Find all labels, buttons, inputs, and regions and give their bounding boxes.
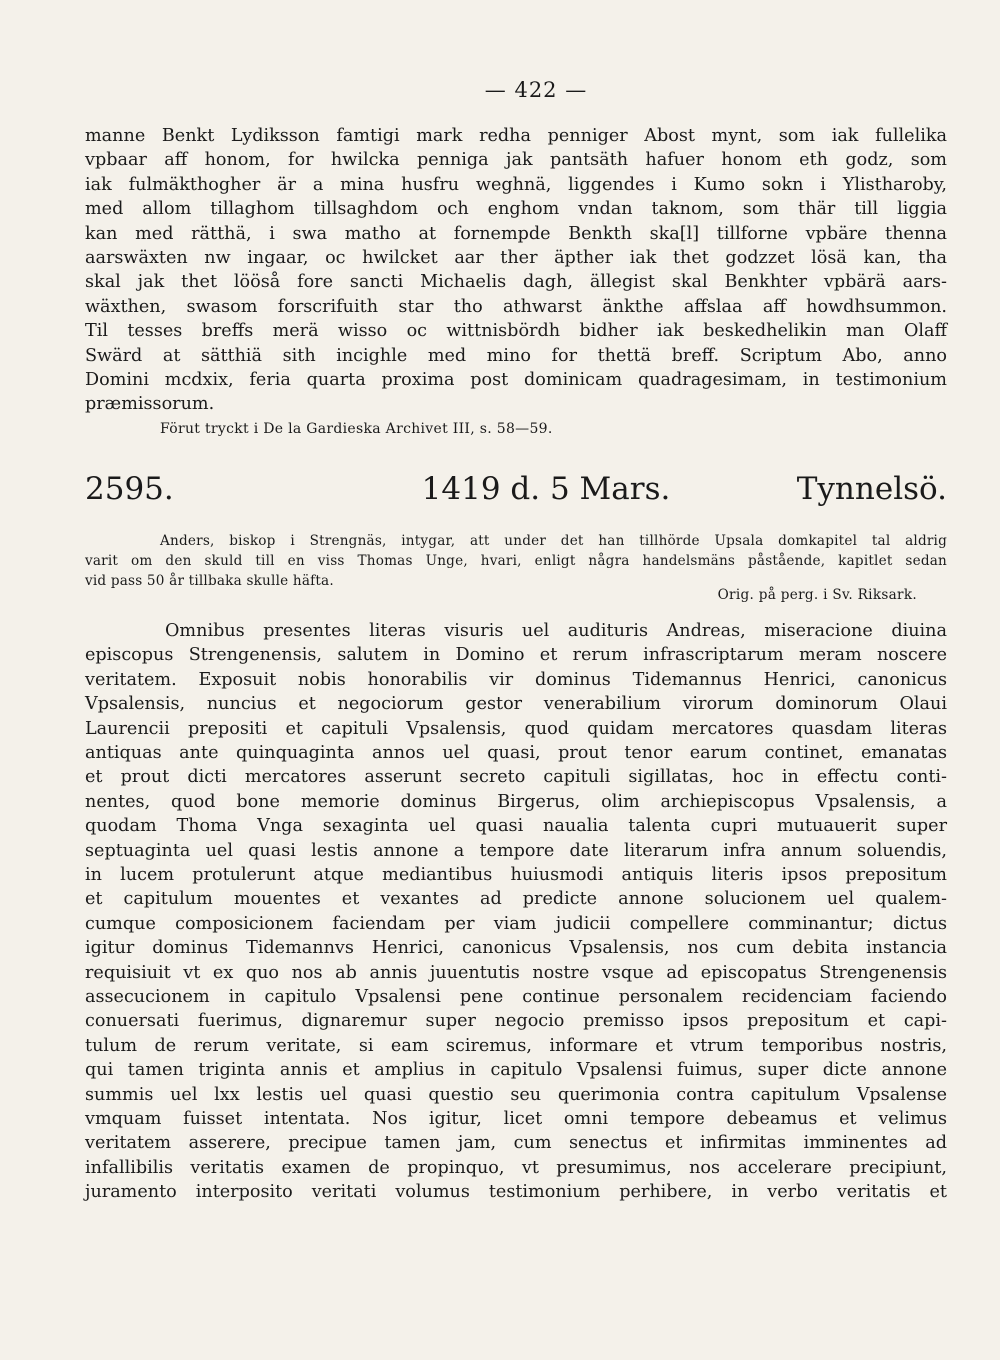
entry-summary bbox=[85, 531, 947, 591]
text-line: Omnibus presentes literas visuris uel audituris Andreas, miseracione diuina bbox=[165, 620, 947, 641]
text-line: præmissorum. bbox=[85, 394, 215, 415]
source-note: Förut tryckt i De la Gardieska Archivet III, s. 58—59. bbox=[160, 420, 553, 437]
text-line: igitur dominus Tidemannvs Henrici, canonicus Vpsalensis, nos cum debita instancia bbox=[85, 938, 947, 959]
latin-text bbox=[85, 619, 947, 1205]
text-line: infallibilis veritatis examen de propinquo, vt presumimus, nos accelerare precipiunt, bbox=[85, 1157, 947, 1178]
entry-date: 1419 d. 5 Mars. bbox=[421, 470, 671, 507]
text-line: aarswäxten nw ingaar, oc hwilcket aar ther äpther iak thet godzzet lösä kan, tha bbox=[85, 248, 947, 269]
text-line: Vpsalensis, nuncius et negociorum gestor venerabilium virorum dominorum Olaui bbox=[85, 694, 947, 715]
text-line: et prout dicti mercatores asserunt secreto capituli sigillatas, hoc in effectu conti- bbox=[85, 767, 947, 788]
text-line: antiquas ante quinquaginta annos uel quasi, prout tenor earum continet, emanatas bbox=[85, 742, 947, 763]
text-line: conuersati fuerimus, dignaremur super negocio premisso ipsos prepositum et capi- bbox=[85, 1011, 947, 1032]
text-line: wäxthen, swasom forscrifuith star tho athwarst änkthe affslaa aff howdhsummon. bbox=[85, 296, 947, 317]
text-line: requisiuit vt ex quo nos ab annis juuentutis nostre vsque ad episcopatus Strengenensis bbox=[85, 962, 947, 983]
text-line: in lucem protulerunt atque mediantibus huiusmodi antiquis literis ipsos prepositum bbox=[85, 864, 947, 885]
text-line: summis uel lxx lestis uel quasi questio seu querimonia contra capitulum Vpsalense bbox=[85, 1084, 947, 1105]
text-line: tulum de rerum veritate, si eam sciremus, informare et vtrum temporibus nostris, bbox=[85, 1035, 947, 1056]
text-line: manne Benkt Lydiksson famtigi mark redha penniger Abost mynt, som iak fullelika bbox=[85, 126, 947, 146]
text-line: med allom tillaghom tillsaghdom och enghom vndan taknom, som thär till liggia bbox=[85, 199, 947, 220]
text-line: skal jak thet lööså fore sancti Michaelis dagh, ällegist skal Benkhter vpbärä aars- bbox=[85, 272, 947, 293]
entry-place: Tynnelsö. bbox=[796, 470, 947, 507]
document-page bbox=[85, 78, 947, 1205]
text-line: Domini mcdxix, feria quarta proxima post dominicam quadragesimam, in testimonium bbox=[85, 370, 947, 391]
text-line: vmquam fuisset intentata. Nos igitur, licet omni tempore debeamus et velimus bbox=[85, 1109, 947, 1129]
continuation-text bbox=[85, 124, 947, 417]
text-line: vpbaar aff honom, for hwilcka penniga jak pantsäth hafuer honom eth godz, som bbox=[85, 150, 947, 171]
text-line: cumque composicionem faciendam per viam judicii compellere comminantur; dictus bbox=[85, 913, 947, 934]
text-line: veritatem. Exposuit nobis honorabilis vir dominus Tidemannus Henrici, canonicus bbox=[85, 669, 947, 690]
text-line: Laurencii prepositi et capituli Vpsalensis, quod quidam mercatores quasdam literas bbox=[85, 718, 947, 739]
entry-header bbox=[85, 471, 947, 507]
text-line: veritatem asserere, precipue tamen jam, cum senectus et infirmitas imminentes ad bbox=[85, 1133, 947, 1154]
text-line: septuaginta uel quasi lestis annone a tempore date literarum infra annum soluendis, bbox=[85, 840, 947, 861]
text-line: Til tesses breffs merä wisso oc wittnisbördh bidher iak beskedhelikin man Olaff bbox=[85, 321, 947, 342]
summary-line: varit om den skuld till en viss Thomas Unge, hvari, enligt några handelsmäns påstående, kapitlet sedan bbox=[85, 552, 947, 569]
summary-line: vid pass 50 år tillbaka skulle häfta. bbox=[85, 572, 334, 589]
text-line: Swärd at sätthiä sith incighle med mino for thettä breff. Scriptum Abo, anno bbox=[85, 345, 947, 366]
page-number: — 422 — bbox=[484, 78, 588, 102]
text-line: episcopus Strengenensis, salutem in Domino et rerum infrascriptarum meram noscere bbox=[85, 645, 947, 666]
text-line: kan med rätthä, i swa matho at fornempde Benkth ska[l] tillforne vpbäre thenna bbox=[85, 223, 947, 244]
text-line: quodam Thoma Vnga sexaginta uel quasi naualia talenta cupri mutuauerit super bbox=[85, 816, 947, 837]
summary-line: Anders, biskop i Strengnäs, intygar, att under det han tillhörde Upsala domkapitel tal aldrig bbox=[160, 532, 947, 549]
text-line: et capitulum mouentes et vexantes ad predicte annone solucionem uel qualem- bbox=[85, 889, 947, 910]
archive-note: Orig. på perg. i Sv. Riksark. bbox=[717, 586, 917, 603]
text-line: iak fulmäkthogher är a mina husfru weghnä, liggendes i Kumo sokn i Ylistharoby, bbox=[85, 174, 947, 195]
text-line: assecucionem in capitulo Vpsalensi pene continue personalem recidenciam faciendo bbox=[85, 986, 947, 1007]
entry-number: 2595. bbox=[85, 470, 174, 507]
text-line: qui tamen triginta annis et amplius in capitulo Vpsalensi fuimus, super dicte annone bbox=[85, 1060, 947, 1081]
text-line: juramento interposito veritati volumus testimonium perhibere, in verbo veritatis et bbox=[85, 1182, 947, 1203]
text-line: nentes, quod bone memorie dominus Birgerus, olim archiepiscopus Vpsalensis, a bbox=[85, 791, 947, 812]
